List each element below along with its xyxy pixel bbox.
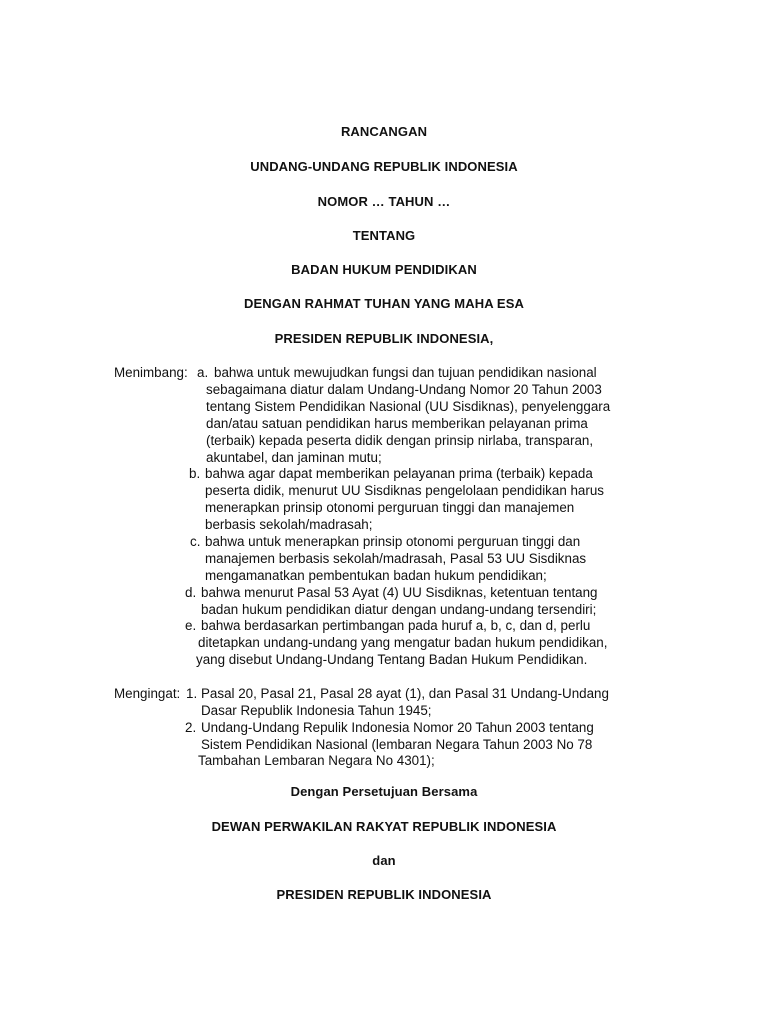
menimbang-a-line-5: (terbaik) kepada peserta didik dengan prinsip nirlaba, transparan, bbox=[206, 433, 594, 448]
menimbang-a-line-6: akuntabel, dan jaminan mutu; bbox=[206, 450, 382, 465]
menimbang-d-line-2: badan hukum pendidikan diatur dengan undang-undang tersendiri; bbox=[201, 602, 597, 617]
heading-rahmat: DENGAN RAHMAT TUHAN YANG MAHA ESA bbox=[244, 296, 524, 311]
menimbang-a-line-4: dan/atau satuan pendidikan harus memberikan pelayanan prima bbox=[206, 416, 588, 431]
heading-dan: dan bbox=[372, 853, 396, 868]
menimbang-b-line-1: bahwa agar dapat memberikan pelayanan prima (terbaik) kepada bbox=[205, 466, 593, 481]
mengingat-1-line-2: Dasar Republik Indonesia Tahun 1945; bbox=[201, 703, 432, 718]
heading-dpr: DEWAN PERWAKILAN RAKYAT REPUBLIK INDONESIA bbox=[211, 819, 557, 834]
menimbang-b-line-2: peserta didik, menurut UU Sisdiknas pengelolaan pendidikan harus bbox=[205, 483, 604, 498]
heading-tentang: TENTANG bbox=[352, 228, 416, 243]
menimbang-e-line-2: ditetapkan undang-undang yang mengatur badan hukum pendidikan, bbox=[198, 635, 608, 650]
menimbang-e-line-3: yang disebut Undang-Undang Tentang Badan Hukum Pendidikan. bbox=[196, 652, 588, 667]
mengingat-2-line-1: Undang-Undang Repulik Indonesia Nomor 20 Tahun 2003 tentang bbox=[201, 720, 594, 735]
menimbang-b-line-4: berbasis sekolah/madrasah; bbox=[205, 517, 373, 532]
menimbang-label: Menimbang: bbox=[114, 365, 188, 380]
menimbang-d-line-1: bahwa menurut Pasal 53 Ayat (4) UU Sisdiknas, ketentuan tentang bbox=[201, 585, 598, 600]
mengingat-marker-1: 1. bbox=[186, 686, 198, 701]
menimbang-c-line-3: mengamanatkan pembentukan badan hukum pendidikan; bbox=[205, 568, 547, 583]
menimbang-a-line-2: sebagaimana diatur dalam Undang-Undang Nomor 20 Tahun 2003 bbox=[206, 382, 602, 397]
heading-presiden-akhir: PRESIDEN REPUBLIK INDONESIA bbox=[276, 887, 492, 902]
heading-undang-undang: UNDANG-UNDANG REPUBLIK INDONESIA bbox=[250, 159, 518, 174]
heading-judul: BADAN HUKUM PENDIDIKAN bbox=[291, 262, 477, 277]
menimbang-a-line-1: bahwa untuk mewujudkan fungsi dan tujuan pendidikan nasional bbox=[214, 365, 597, 380]
menimbang-c-line-1: bahwa untuk menerapkan prinsip otonomi perguruan tinggi dan bbox=[205, 534, 581, 549]
mengingat-marker-2: 2. bbox=[185, 720, 197, 735]
menimbang-b-line-3: menerapkan prinsip otonomi perguruan tinggi dan manajemen bbox=[205, 500, 575, 515]
heading-presiden: PRESIDEN REPUBLIK INDONESIA, bbox=[274, 331, 494, 346]
menimbang-marker-d: d. bbox=[185, 585, 197, 600]
heading-dengan-persetujuan: Dengan Persetujuan Bersama bbox=[290, 784, 478, 799]
heading-rancangan: RANCANGAN bbox=[340, 124, 428, 139]
menimbang-a-line-3: tentang Sistem Pendidikan Nasional (UU Sisdiknas), penyelenggara bbox=[206, 399, 611, 414]
menimbang-marker-b: b. bbox=[189, 466, 201, 481]
heading-nomor: NOMOR … TAHUN … bbox=[317, 194, 451, 209]
menimbang-marker-a: a. bbox=[197, 365, 209, 380]
mengingat-2-line-3: Tambahan Lembaran Negara No 4301); bbox=[198, 753, 435, 768]
menimbang-marker-e: e. bbox=[185, 618, 197, 633]
mengingat-1-line-1: Pasal 20, Pasal 21, Pasal 28 ayat (1), dan Pasal 31 Undang-Undang bbox=[201, 686, 609, 701]
menimbang-c-line-2: manajemen berbasis sekolah/madrasah, Pasal 53 UU Sisdiknas bbox=[205, 551, 587, 566]
menimbang-e-line-1: bahwa berdasarkan pertimbangan pada huruf a, b, c, dan d, perlu bbox=[201, 618, 591, 633]
menimbang-marker-c: c. bbox=[190, 534, 201, 549]
mengingat-label: Mengingat: bbox=[114, 686, 181, 701]
mengingat-2-line-2: Sistem Pendidikan Nasional (lembaran Negara Tahun 2003 No 78 bbox=[201, 737, 593, 752]
